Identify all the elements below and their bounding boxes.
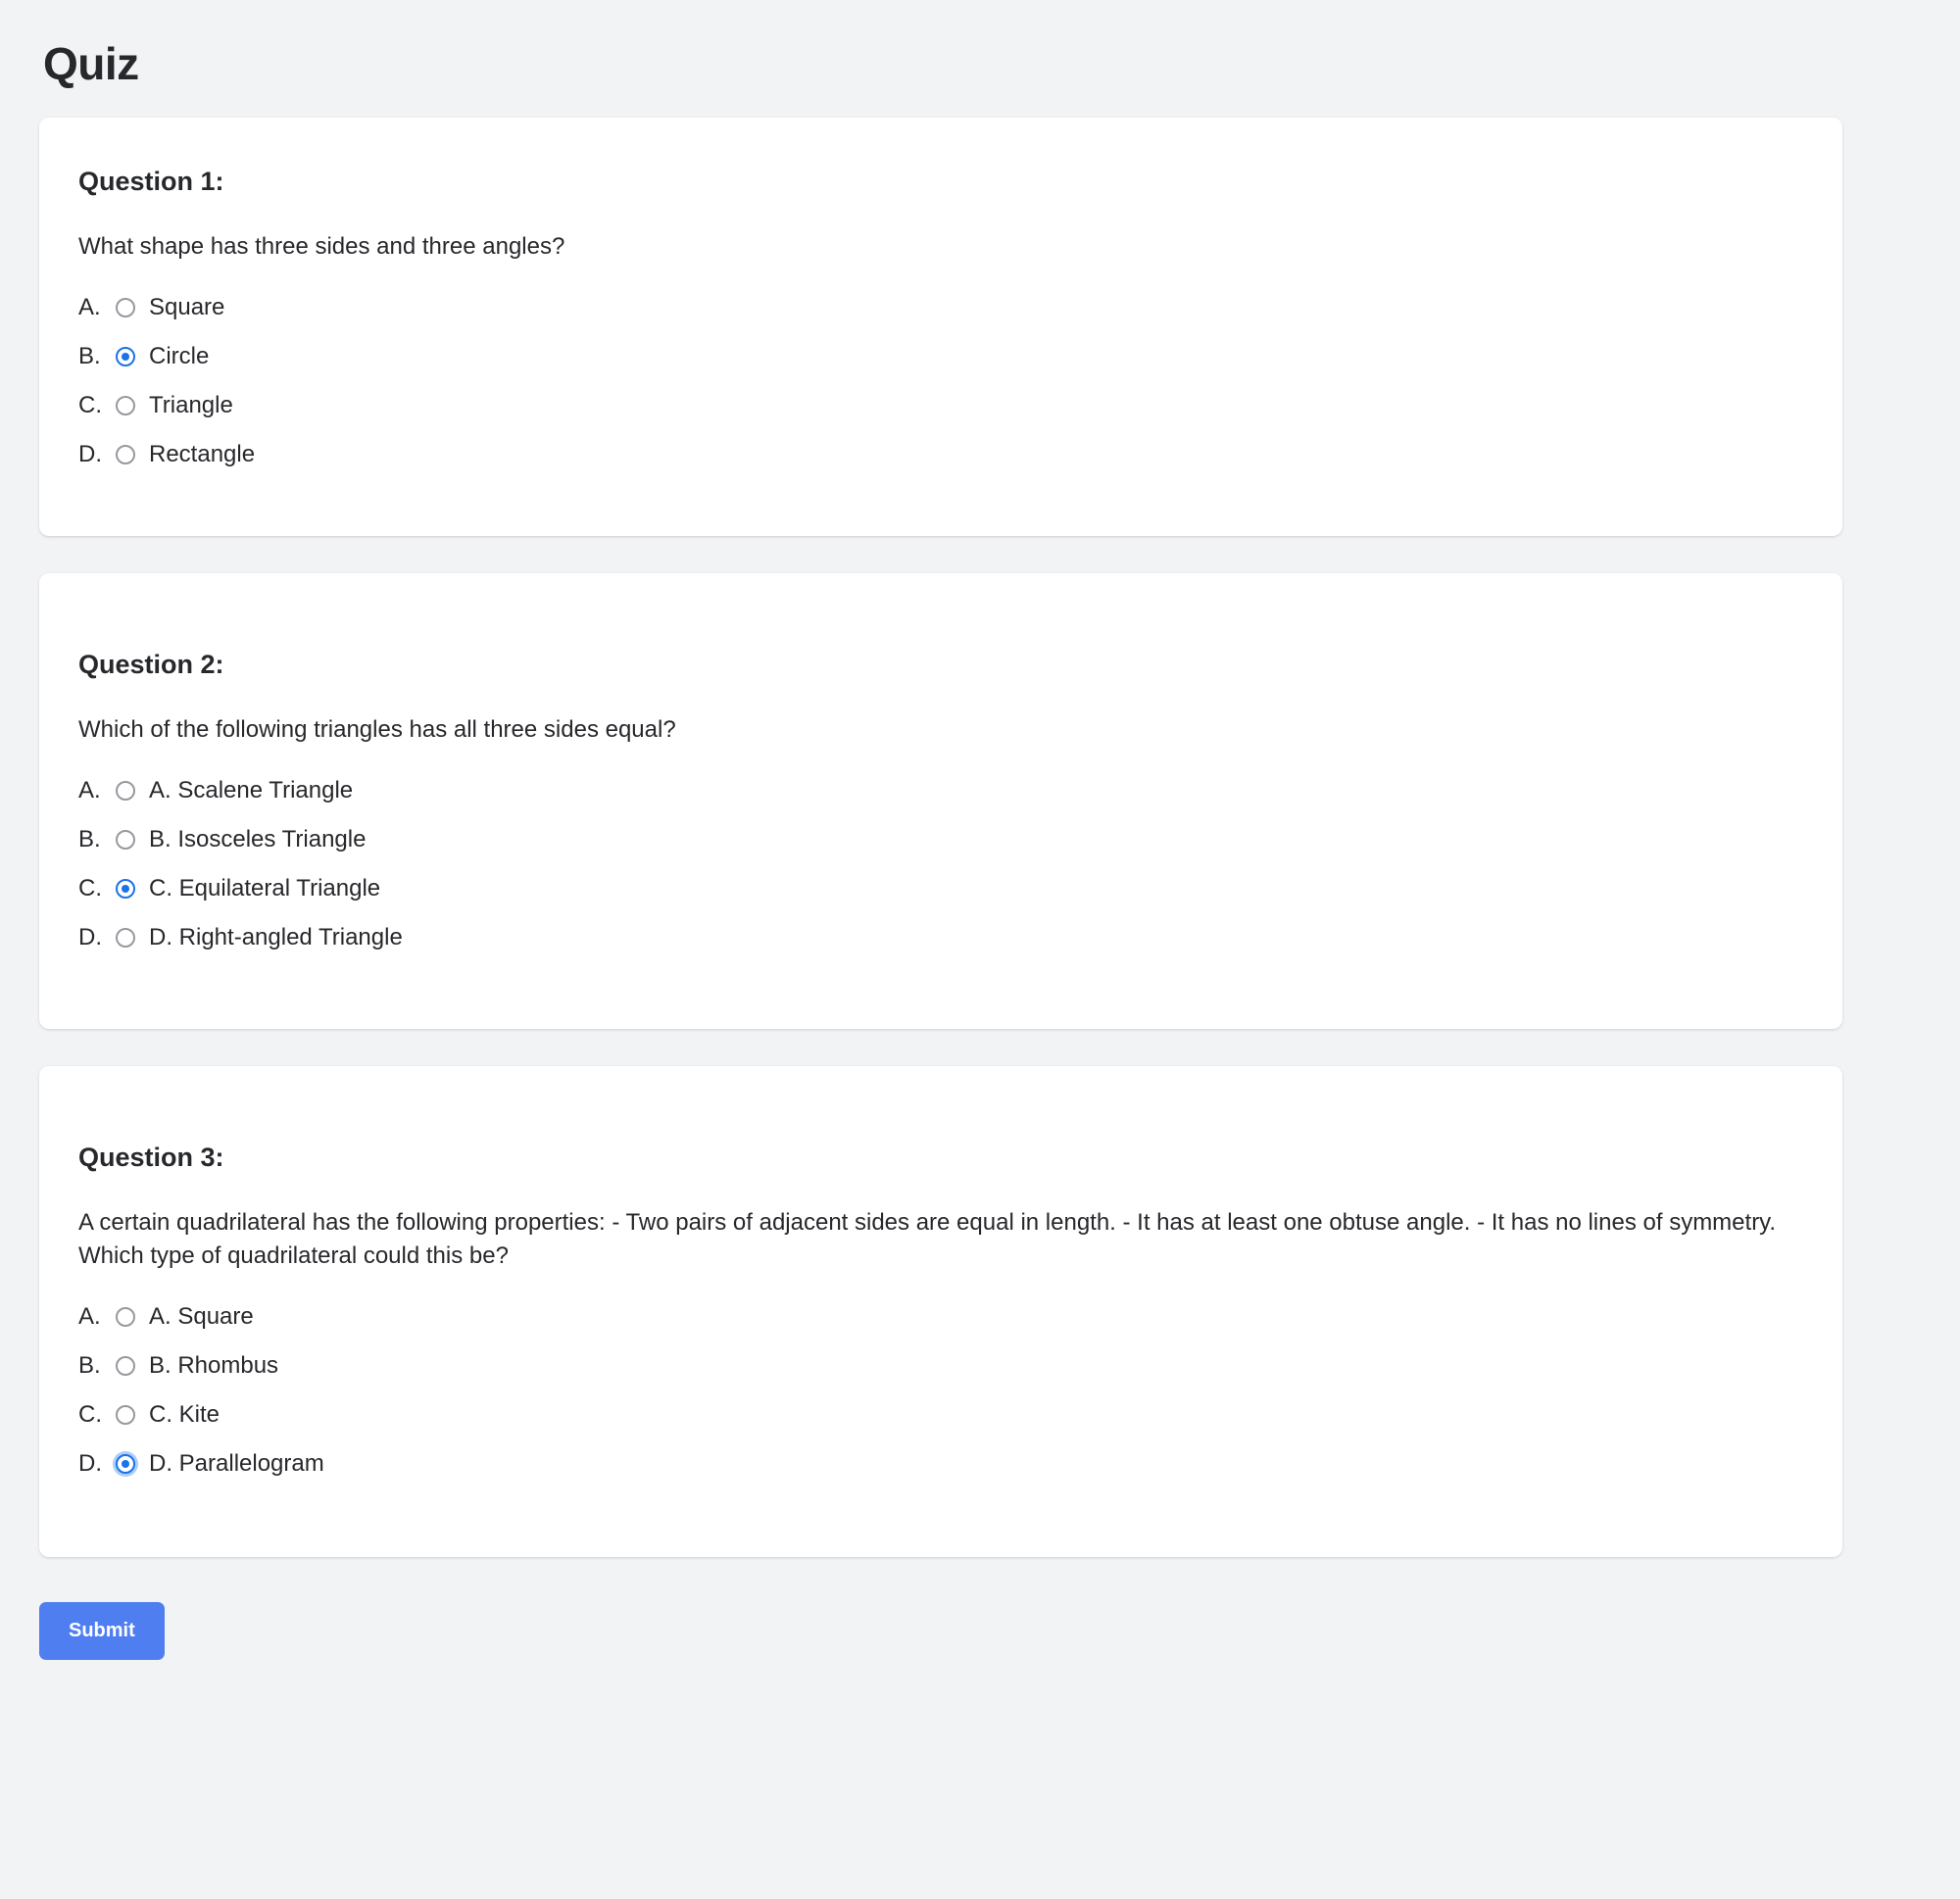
radio-button-icon[interactable] — [116, 928, 135, 948]
radio-button-icon[interactable] — [116, 396, 135, 415]
option-row[interactable] — [78, 289, 1803, 326]
option-row[interactable] — [78, 821, 1803, 858]
radio-button-icon[interactable] — [116, 1356, 135, 1376]
option-letter: A. — [78, 1303, 101, 1331]
option-label: B. Isosceles Triangle — [149, 826, 367, 853]
option-row[interactable] — [78, 919, 1803, 956]
page-title: Quiz — [43, 38, 139, 89]
option-row[interactable] — [78, 387, 1803, 424]
question-2-text: Which of the following triangles has all three sides equal? — [78, 716, 676, 744]
option-letter: A. — [78, 294, 101, 321]
option-letter: A. — [78, 777, 101, 804]
option-letter: D. — [78, 441, 102, 468]
option-label: Triangle — [149, 392, 233, 419]
option-label: D. Parallelogram — [149, 1450, 324, 1478]
option-letter: B. — [78, 1352, 101, 1380]
option-label: A. Square — [149, 1303, 254, 1331]
question-1-options — [78, 289, 1803, 473]
question-card-3 — [39, 1066, 1842, 1557]
radio-button-icon[interactable] — [116, 347, 135, 366]
question-1-label: Question 1: — [78, 167, 224, 196]
option-letter: B. — [78, 343, 101, 370]
option-row[interactable] — [78, 1445, 1803, 1483]
option-row[interactable] — [78, 772, 1803, 809]
option-letter: C. — [78, 1401, 102, 1429]
radio-button-icon[interactable] — [116, 781, 135, 801]
question-card-2 — [39, 573, 1842, 1029]
option-row[interactable] — [78, 436, 1803, 473]
question-1-text: What shape has three sides and three angles? — [78, 233, 565, 260]
radio-button-icon[interactable] — [116, 1307, 135, 1327]
option-label: A. Scalene Triangle — [149, 777, 354, 804]
option-row[interactable] — [78, 1396, 1803, 1434]
option-row[interactable] — [78, 870, 1803, 907]
option-letter: D. — [78, 924, 102, 951]
radio-button-icon[interactable] — [116, 445, 135, 464]
option-label: C. Equilateral Triangle — [149, 875, 381, 902]
option-label: C. Kite — [149, 1401, 220, 1429]
option-letter: C. — [78, 392, 102, 419]
radio-button-icon[interactable] — [116, 1454, 135, 1474]
question-3-options — [78, 1298, 1803, 1483]
question-3-text: A certain quadrilateral has the following properties: - Two pairs of adjacent sides are equal in length. - It has at least one obtuse angle. - It has no lines of symmetry. Which type of quadrilateral could this be? — [78, 1209, 1777, 1270]
option-label: Square — [149, 294, 225, 321]
option-label: Circle — [149, 343, 210, 370]
option-label: Rectangle — [149, 441, 256, 468]
option-letter: B. — [78, 826, 101, 853]
question-2-options — [78, 772, 1803, 956]
question-card-1 — [39, 118, 1842, 536]
radio-button-icon[interactable] — [116, 879, 135, 899]
question-3-label: Question 3: — [78, 1143, 224, 1173]
option-letter: D. — [78, 1450, 102, 1478]
option-letter: C. — [78, 875, 102, 902]
option-label: B. Rhombus — [149, 1352, 279, 1380]
submit-button[interactable]: Submit — [39, 1602, 165, 1660]
radio-button-icon[interactable] — [116, 1405, 135, 1425]
radio-button-icon[interactable] — [116, 830, 135, 850]
option-label: D. Right-angled Triangle — [149, 924, 403, 951]
radio-button-icon[interactable] — [116, 298, 135, 317]
option-row[interactable] — [78, 338, 1803, 375]
option-row[interactable] — [78, 1298, 1803, 1336]
option-row[interactable] — [78, 1347, 1803, 1385]
question-2-label: Question 2: — [78, 650, 224, 680]
